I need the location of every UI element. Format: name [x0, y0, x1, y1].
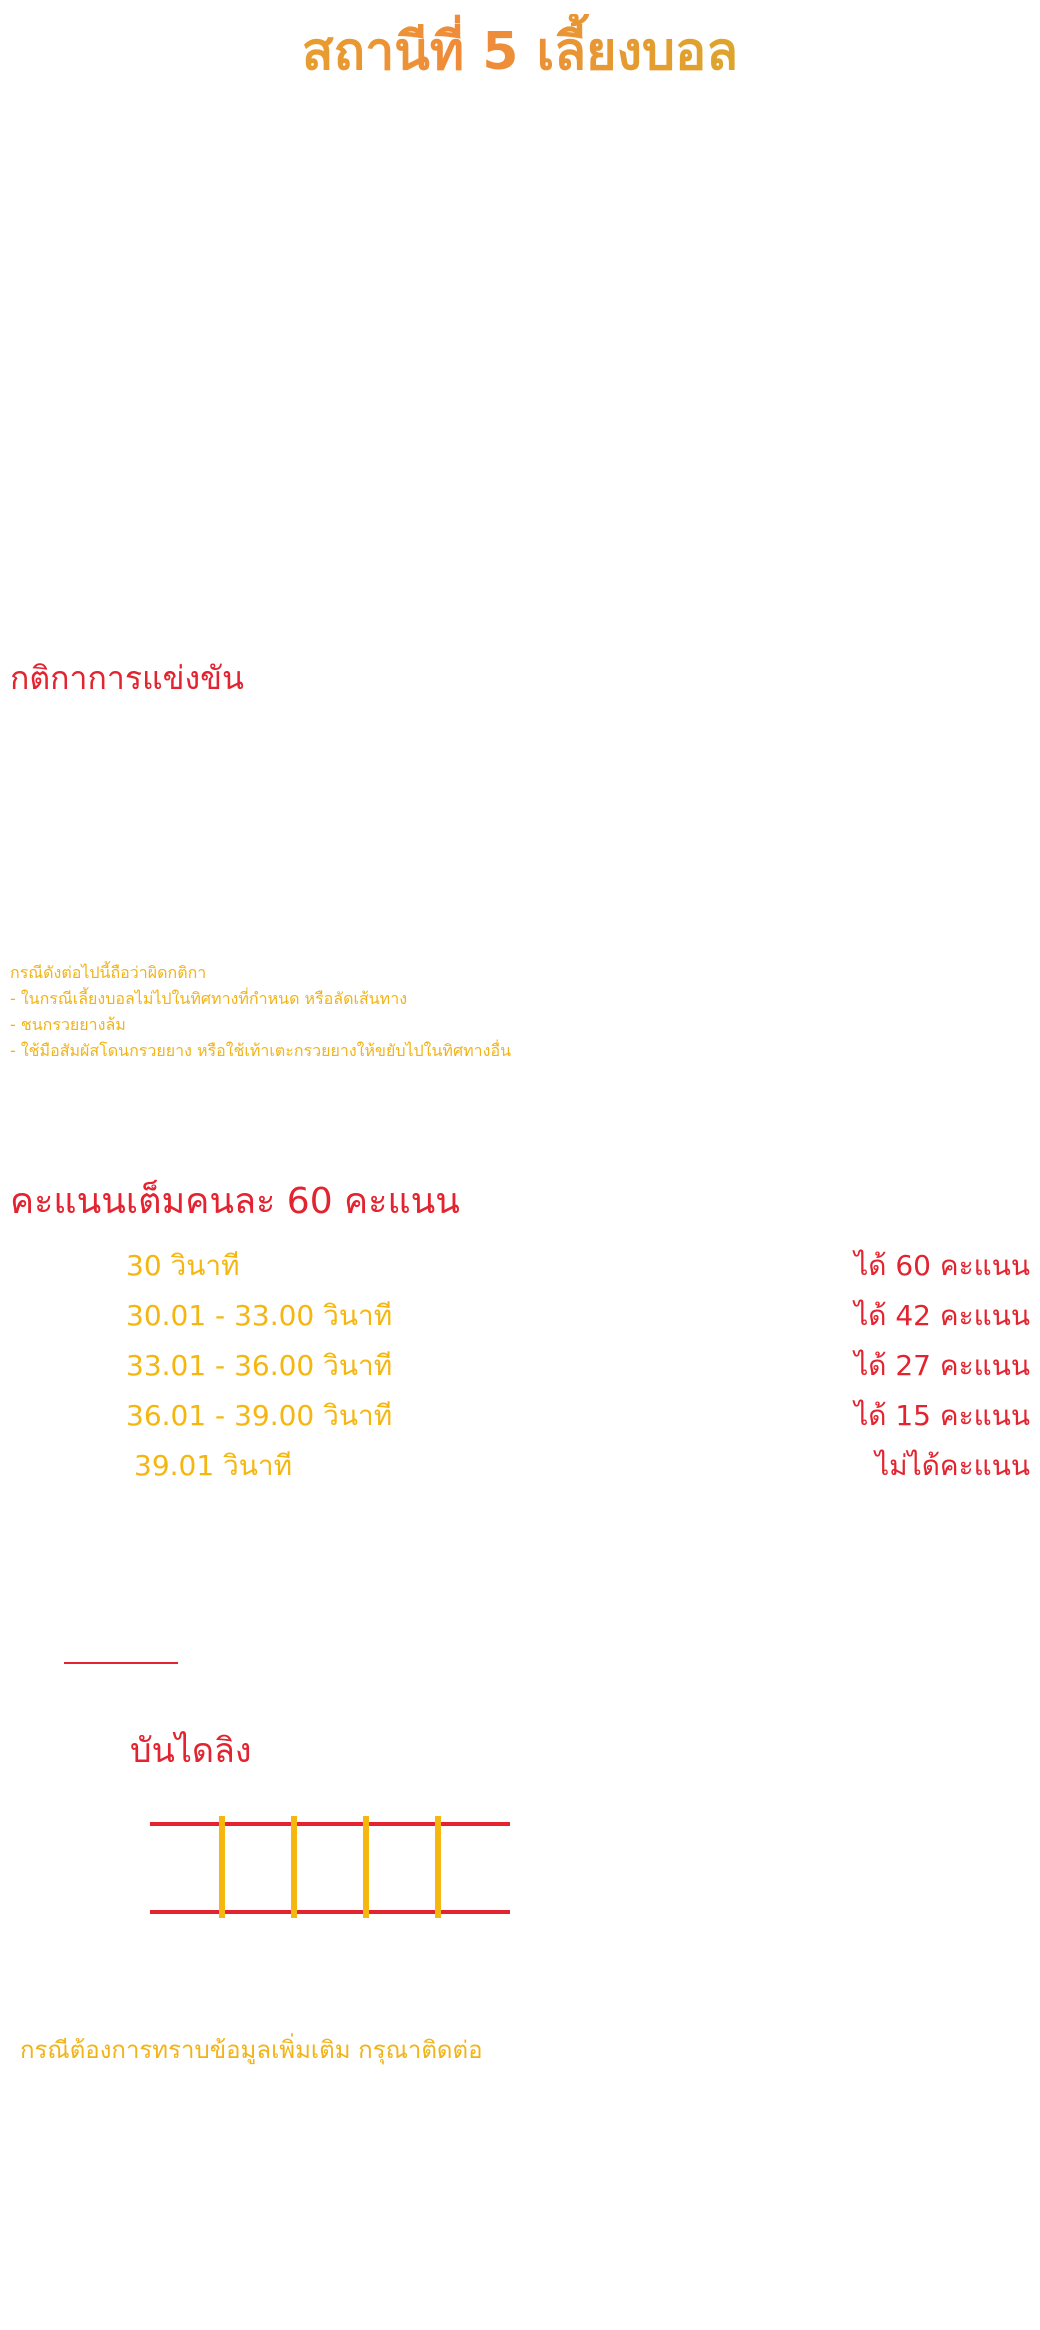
- score-row-points: ได้ 27 คะแนน: [854, 1349, 1030, 1382]
- contact-text: กรณีต้องการทราบข้อมูลเพิ่มเติม กรุณาติดต่อ: [20, 2036, 483, 2064]
- score-row-time: 30.01 - 33.00 วินาที: [126, 1299, 393, 1332]
- violation-item: - ชนกรวยยางล้ม: [10, 1015, 126, 1034]
- score-row-points: ได้ 42 คะแนน: [854, 1299, 1030, 1332]
- score-row-time: 36.01 - 39.00 วินาที: [126, 1399, 393, 1432]
- score-row-time: 30 วินาที: [126, 1249, 240, 1282]
- ladder-rung: [219, 1816, 225, 1918]
- rules-heading: กติกาการแข่งขัน: [10, 659, 244, 697]
- violations-list: [10, 960, 511, 1064]
- ladder-label: บันไดลิง: [130, 1731, 252, 1771]
- ladder-rail: [150, 1910, 510, 1914]
- page-title: สถานีที่ 5 เลี้ยงบอล: [0, 14, 1040, 90]
- divider-line: [64, 1662, 178, 1664]
- score-row-points: ไม่ได้คะแนน: [875, 1449, 1030, 1482]
- score-row-points: ได้ 60 คะแนน: [854, 1249, 1030, 1282]
- score-heading: คะแนนเต็มคนละ 60 คะแนน: [10, 1181, 460, 1222]
- ladder-rung: [435, 1816, 441, 1918]
- ladder-rung: [363, 1816, 369, 1918]
- violations-intro: กรณีดังต่อไปนี้ถือว่าผิดกติกา: [10, 963, 207, 982]
- score-row-points: ได้ 15 คะแนน: [854, 1399, 1030, 1432]
- violation-item: - ในกรณีเลี้ยงบอลไม่ไปในทิศทางที่กำหนด หรือลัดเส้นทาง: [10, 989, 407, 1008]
- violation-item: - ใช้มือสัมผัสโดนกรวยยาง หรือใช้เท้าเตะกรวยยางให้ขยับไปในทิศทางอื่น: [10, 1041, 512, 1060]
- ladder-rung: [291, 1816, 297, 1918]
- score-row-time: 39.01 วินาที: [134, 1449, 293, 1482]
- score-row-time: 33.01 - 36.00 วินาที: [126, 1349, 393, 1382]
- ladder-rail: [150, 1822, 510, 1826]
- ladder-diagram: [150, 1816, 510, 1918]
